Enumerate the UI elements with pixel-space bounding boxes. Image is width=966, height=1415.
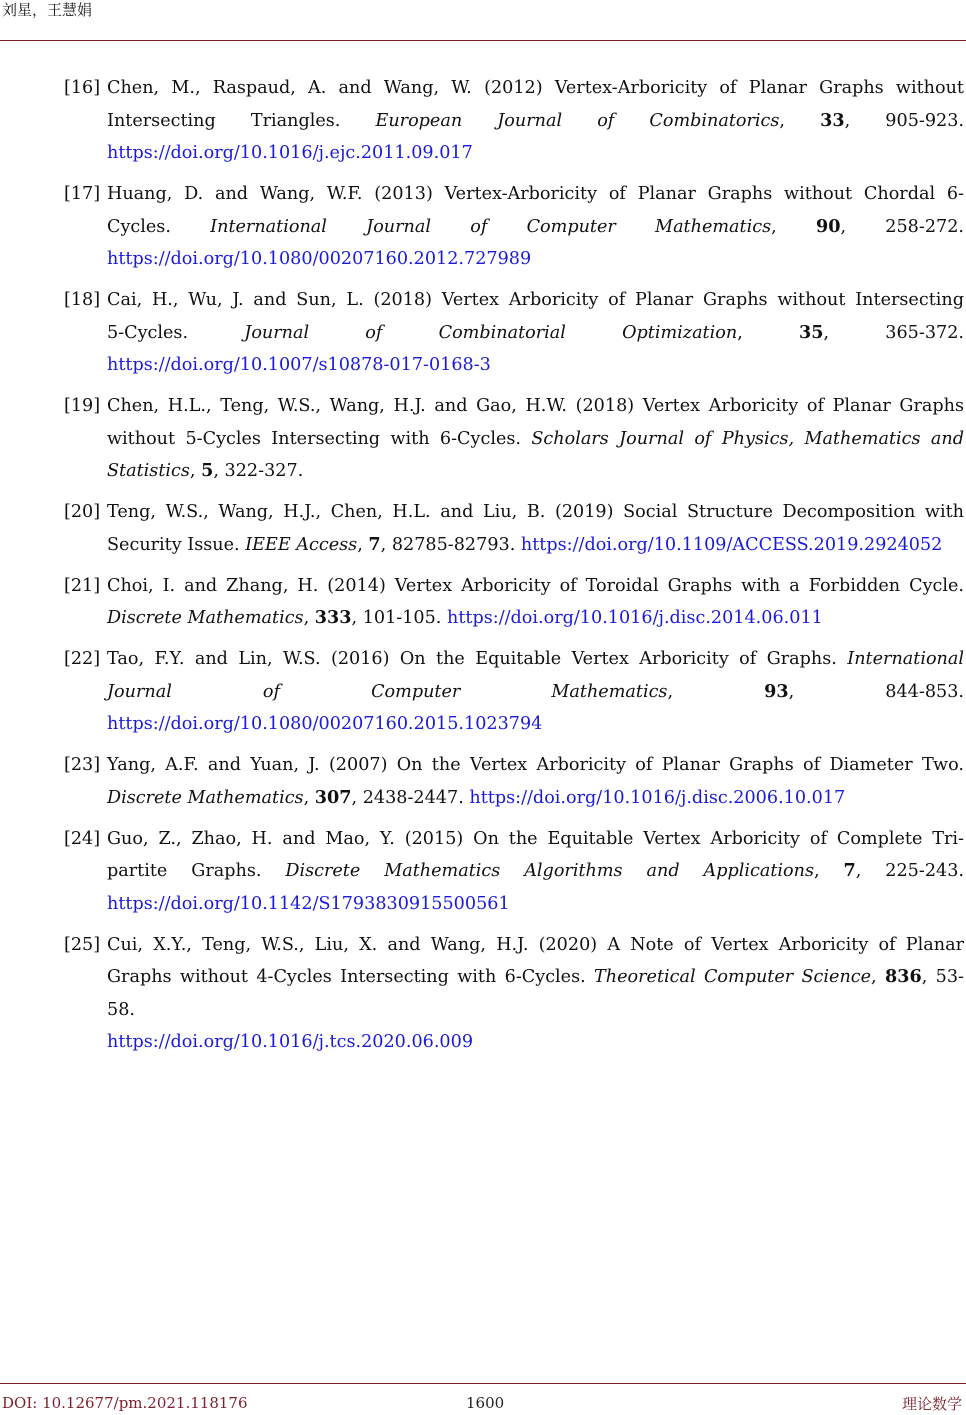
- reference-line: [107, 349, 964, 382]
- footer-doi[interactable]: DOI: 10.12677/pm.2021.118176: [2, 1394, 248, 1412]
- reference-line: [107, 782, 964, 815]
- reference-text: , 225-243.: [855, 861, 964, 881]
- reference-text: Teng, W.S., Wang, H.J., Chen, H.L. and Liu, B. (2019) Social Structure Decomposition with: [107, 502, 964, 522]
- journal-title: Journal of Computer Mathematics: [107, 681, 668, 702]
- doi-link[interactable]: https://doi.org/10.1016/j.ejc.2011.09.017: [107, 143, 473, 163]
- volume-number: 333: [314, 607, 352, 628]
- running-head-authors: 刘星，王慧娟: [2, 1, 93, 19]
- reference-text: Cycles.: [107, 216, 211, 237]
- reference-text: ,: [357, 534, 369, 555]
- reference-line: [107, 178, 964, 211]
- reference-text: ,: [303, 787, 315, 808]
- reference-line: [107, 284, 964, 317]
- reference-text: , 844-853.: [788, 681, 964, 702]
- reference-line: [107, 496, 964, 529]
- reference-text: partite Graphs.: [107, 861, 286, 881]
- journal-title: Journal of Combinatorial Optimization: [244, 322, 738, 343]
- journal-title: Discrete Mathematics: [107, 787, 304, 808]
- doi-link[interactable]: https://doi.org/10.1142/S1793830915500561: [107, 893, 510, 914]
- reference-list: [64, 72, 964, 1067]
- volume-number: 35: [799, 321, 824, 343]
- reference-line: [107, 390, 964, 423]
- reference-text: without 5-Cycles Intersecting with 6-Cycles.: [107, 428, 532, 449]
- reference-item: [64, 823, 964, 921]
- volume-number: 93: [764, 680, 789, 702]
- reference-line: [107, 243, 964, 276]
- reference-line: [107, 211, 964, 244]
- reference-number: [16]: [64, 78, 101, 98]
- journal-title: Scholars Journal of Physics, Mathematics and: [531, 428, 964, 449]
- volume-number: 7: [368, 533, 381, 555]
- reference-number: [21]: [64, 575, 101, 596]
- reference-text: ,: [667, 681, 765, 702]
- page-number: 1600: [466, 1394, 505, 1412]
- reference-item: [64, 643, 964, 741]
- reference-text: ,: [813, 861, 844, 881]
- reference-line: [107, 961, 964, 1026]
- doi-link[interactable]: https://doi.org/10.1007/s10878-017-0168-3: [107, 355, 491, 375]
- volume-number: 90: [815, 215, 841, 237]
- reference-text: , 101-105.: [351, 608, 447, 628]
- page-footer: [0, 1383, 966, 1415]
- reference-item: [64, 178, 964, 276]
- journal-title: International Journal of Computer Mathematics: [210, 216, 772, 237]
- reference-item: [64, 72, 964, 170]
- reference-text: Tao, F.Y. and Lin, W.S. (2016) On the Equitable Vertex Arboricity of Graphs.: [107, 649, 848, 669]
- reference-item: [64, 284, 964, 382]
- reference-line: [107, 105, 964, 138]
- volume-number: 33: [820, 109, 845, 131]
- reference-line: [107, 72, 964, 105]
- reference-text: ,: [771, 216, 816, 237]
- reference-text: , 905-923.: [844, 110, 965, 131]
- reference-line: [107, 137, 964, 170]
- reference-line: [107, 602, 964, 635]
- reference-item: [64, 570, 964, 635]
- journal-title: International: [847, 649, 964, 669]
- reference-line: [107, 708, 964, 741]
- reference-text: Cai, H., Wu, J. and Sun, L. (2018) Vertex Arboricity of Planar Graphs without Intersecting: [107, 290, 964, 310]
- reference-text: Security Issue.: [107, 534, 246, 555]
- doi-link[interactable]: https://doi.org/10.1080/00207160.2015.1023794: [107, 714, 543, 734]
- reference-number: [17]: [64, 184, 101, 204]
- reference-text: , 322-327.: [213, 461, 304, 481]
- reference-number: [18]: [64, 290, 101, 310]
- reference-line: [107, 570, 964, 603]
- doi-link[interactable]: https://doi.org/10.1016/j.disc.2006.10.017: [469, 787, 846, 808]
- volume-number: 307: [314, 786, 352, 808]
- reference-number: [20]: [64, 502, 101, 522]
- reference-text: Huang, D. and Wang, W.F. (2013) Vertex-Arboricity of Planar Graphs without Chordal 6-: [107, 184, 964, 204]
- volume-number: 7: [843, 860, 856, 881]
- reference-text: , 82785-82793.: [380, 534, 521, 555]
- doi-link[interactable]: https://doi.org/10.1109/ACCESS.2019.2924052: [520, 534, 943, 555]
- reference-line: [107, 888, 964, 921]
- reference-text: ,: [189, 461, 202, 481]
- journal-title: European Journal of Combinatorics: [375, 110, 780, 131]
- reference-item: [64, 929, 964, 1059]
- reference-text: Choi, I. and Zhang, H. (2014) Vertex Arboricity of Toroidal Graphs with a Forbidden Cycle.: [107, 575, 964, 596]
- reference-item: [64, 390, 964, 488]
- reference-text: Yang, A.F. and Yuan, J. (2007) On the Vertex Arboricity of Planar Graphs of Diameter Two.: [107, 755, 964, 775]
- doi-link[interactable]: https://doi.org/10.1016/j.tcs.2020.06.009: [107, 1032, 474, 1052]
- reference-line: [107, 455, 964, 488]
- reference-line: [107, 823, 964, 856]
- volume-number: 836: [884, 966, 922, 987]
- doi-link[interactable]: https://doi.org/10.1080/00207160.2012.727989: [107, 249, 532, 269]
- reference-item: [64, 749, 964, 814]
- reference-line: [107, 676, 964, 709]
- reference-text: Cui, X.Y., Teng, W.S., Liu, X. and Wang, H.J. (2020) A Note of Vertex Arboricity of Planar: [107, 934, 964, 955]
- reference-text: , 365-372.: [823, 322, 964, 343]
- reference-line: [107, 317, 964, 350]
- reference-line: [107, 529, 964, 562]
- footer-journal-name: 理论数学: [901, 1395, 962, 1413]
- journal-title: Statistics: [107, 461, 190, 481]
- journal-title: Theoretical Computer Science: [594, 967, 872, 987]
- reference-number: [22]: [64, 649, 101, 669]
- journal-title: Discrete Mathematics: [107, 608, 304, 628]
- journal-title: Discrete Mathematics Algorithms and Applications: [285, 861, 814, 881]
- reference-text: , 2438-2447.: [351, 787, 470, 808]
- reference-text: Guo, Z., Zhao, H. and Mao, Y. (2015) On the Equitable Vertex Arboricity of Complete Tri-: [107, 828, 964, 849]
- reference-text: , 258-272.: [840, 216, 964, 237]
- reference-text: Chen, H.L., Teng, W.S., Wang, H.J. and Gao, H.W. (2018) Vertex Arboricity of Planar Graphs: [107, 396, 964, 416]
- reference-line: [107, 929, 964, 962]
- page-header: [0, 0, 966, 41]
- reference-text: 5-Cycles.: [107, 322, 245, 343]
- reference-text: Chen, M., Raspaud, A. and Wang, W. (2012) Vertex-Arboricity of Planar Graphs without: [107, 78, 964, 98]
- reference-number: [24]: [64, 828, 101, 849]
- reference-text: ,: [871, 967, 885, 987]
- reference-text: ,: [737, 322, 799, 343]
- reference-line: [107, 855, 964, 888]
- volume-number: 5: [201, 460, 214, 481]
- reference-number: [19]: [64, 396, 101, 416]
- reference-line: [107, 1026, 964, 1059]
- reference-line: [107, 643, 964, 676]
- reference-number: [25]: [64, 934, 101, 955]
- reference-text: ,: [779, 110, 821, 131]
- reference-text: , 53-58.: [107, 967, 964, 1020]
- doi-link[interactable]: https://doi.org/10.1016/j.disc.2014.06.011: [447, 608, 823, 628]
- reference-number: [23]: [64, 755, 101, 775]
- reference-line: [107, 423, 964, 456]
- reference-item: [64, 496, 964, 561]
- reference-text: ,: [303, 608, 315, 628]
- reference-text: Graphs without 4-Cycles Intersecting with 6-Cycles.: [107, 967, 595, 987]
- reference-text: Intersecting Triangles.: [107, 110, 376, 131]
- reference-line: [107, 749, 964, 782]
- journal-title: IEEE Access: [245, 534, 358, 555]
